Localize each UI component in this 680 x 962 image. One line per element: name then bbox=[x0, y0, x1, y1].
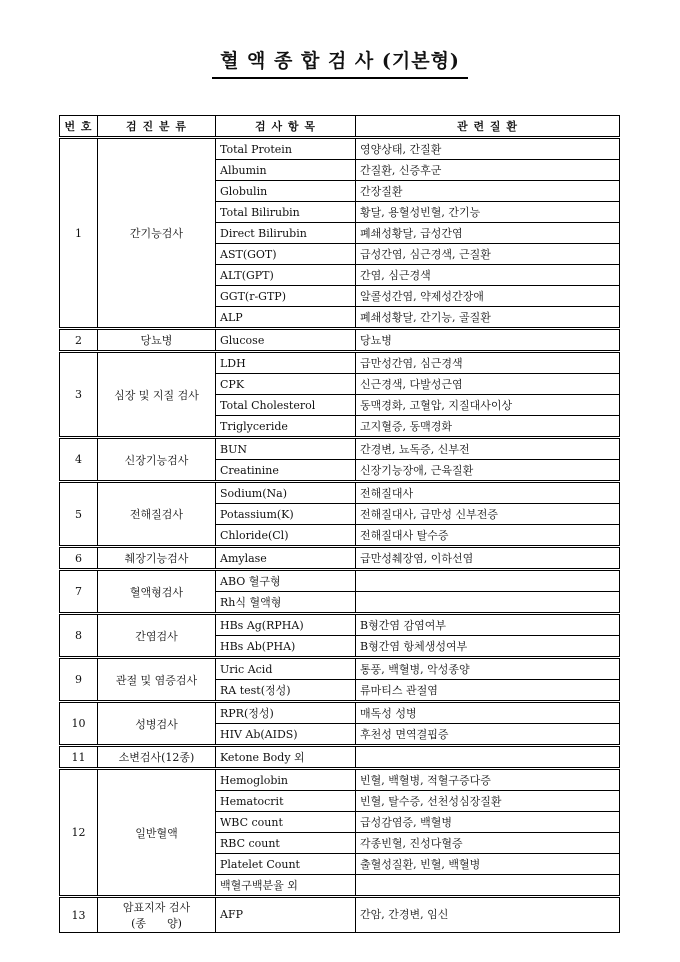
test-item: ALT(GPT) bbox=[216, 265, 356, 286]
group-number: 9 bbox=[60, 658, 98, 702]
header-disease: 관 련 질 환 bbox=[356, 116, 620, 138]
test-item: Rh식 혈액형 bbox=[216, 592, 356, 614]
related-disease: 급성감염증, 백혈병 bbox=[356, 812, 620, 833]
table-row bbox=[60, 702, 620, 724]
group-number: 6 bbox=[60, 547, 98, 570]
related-disease bbox=[356, 570, 620, 592]
table-row bbox=[60, 658, 620, 680]
test-item: Total Protein bbox=[216, 138, 356, 160]
related-disease: B형간염 항체생성여부 bbox=[356, 636, 620, 658]
test-item: Platelet Count bbox=[216, 854, 356, 875]
group-category: 일반혈액 bbox=[98, 769, 216, 897]
group-category: 신장기능검사 bbox=[98, 438, 216, 482]
test-item: Potassium(K) bbox=[216, 504, 356, 525]
table-row bbox=[60, 746, 620, 769]
blood-test-table bbox=[59, 115, 620, 933]
related-disease: 신근경색, 다발성근염 bbox=[356, 374, 620, 395]
test-item: Sodium(Na) bbox=[216, 482, 356, 504]
test-item: Triglyceride bbox=[216, 416, 356, 438]
related-disease: 빈혈, 백혈병, 적혈구증다증 bbox=[356, 769, 620, 791]
table-row bbox=[60, 614, 620, 636]
test-item: Creatinine bbox=[216, 460, 356, 482]
test-item: HBs Ab(PHA) bbox=[216, 636, 356, 658]
table-row bbox=[60, 547, 620, 570]
group-category: 전해질검사 bbox=[98, 482, 216, 547]
related-disease: 통풍, 백혈병, 악성종양 bbox=[356, 658, 620, 680]
test-item: HBs Ag(RPHA) bbox=[216, 614, 356, 636]
test-item: Globulin bbox=[216, 181, 356, 202]
related-disease: 동맥경화, 고혈압, 지질대사이상 bbox=[356, 395, 620, 416]
test-item: AST(GOT) bbox=[216, 244, 356, 265]
related-disease: 신장기능장애, 근육질환 bbox=[356, 460, 620, 482]
related-disease: 출혈성질환, 빈혈, 백혈병 bbox=[356, 854, 620, 875]
related-disease: 급만성췌장염, 이하선염 bbox=[356, 547, 620, 570]
group-category-sub: (종 양) bbox=[131, 917, 182, 930]
group-number: 5 bbox=[60, 482, 98, 547]
table-row bbox=[60, 138, 620, 160]
related-disease: 폐쇄성황달, 간기능, 골질환 bbox=[356, 307, 620, 329]
test-item: LDH bbox=[216, 352, 356, 374]
group-category: 간기능검사 bbox=[98, 138, 216, 329]
test-item: ABO 혈구형 bbox=[216, 570, 356, 592]
test-item: GGT(r-GTP) bbox=[216, 286, 356, 307]
related-disease: 영양상태, 간질환 bbox=[356, 138, 620, 160]
related-disease: B형간염 감염여부 bbox=[356, 614, 620, 636]
related-disease: 후천성 면역결핍증 bbox=[356, 724, 620, 746]
page-title: 혈 액 종 합 검 사 (기본형) bbox=[212, 46, 468, 79]
related-disease bbox=[356, 592, 620, 614]
table-row bbox=[60, 352, 620, 374]
group-category: 소변검사(12종) bbox=[98, 746, 216, 769]
test-item: Albumin bbox=[216, 160, 356, 181]
group-number: 11 bbox=[60, 746, 98, 769]
test-item: RBC count bbox=[216, 833, 356, 854]
related-disease: 간염, 심근경색 bbox=[356, 265, 620, 286]
related-disease: 간장질환 bbox=[356, 181, 620, 202]
group-category: 췌장기능검사 bbox=[98, 547, 216, 570]
group-category: 심장 및 지질 검사 bbox=[98, 352, 216, 438]
test-item: 백혈구백분율 외 bbox=[216, 875, 356, 897]
test-item: Total Cholesterol bbox=[216, 395, 356, 416]
test-item: Chloride(Cl) bbox=[216, 525, 356, 547]
related-disease: 전해질대사, 급만성 신부전증 bbox=[356, 504, 620, 525]
group-number: 8 bbox=[60, 614, 98, 658]
group-category: 당뇨병 bbox=[98, 329, 216, 352]
related-disease: 황달, 용혈성빈혈, 간기능 bbox=[356, 202, 620, 223]
table-row bbox=[60, 482, 620, 504]
group-number: 1 bbox=[60, 138, 98, 329]
related-disease: 류마티스 관절염 bbox=[356, 680, 620, 702]
test-item: Hematocrit bbox=[216, 791, 356, 812]
table-row bbox=[60, 438, 620, 460]
related-disease: 급성간염, 심근경색, 근질환 bbox=[356, 244, 620, 265]
related-disease: 간경변, 뇨독증, 신부전 bbox=[356, 438, 620, 460]
group-category: 성병검사 bbox=[98, 702, 216, 746]
header-item: 검 사 항 목 bbox=[216, 116, 356, 138]
related-disease: 전해질대사 bbox=[356, 482, 620, 504]
related-disease: 매독성 성병 bbox=[356, 702, 620, 724]
title-wrap bbox=[0, 46, 680, 79]
group-category: 간염검사 bbox=[98, 614, 216, 658]
group-number: 7 bbox=[60, 570, 98, 614]
test-item: Direct Bilirubin bbox=[216, 223, 356, 244]
related-disease bbox=[356, 746, 620, 769]
table-row bbox=[60, 570, 620, 592]
table-header-row bbox=[60, 116, 620, 138]
group-number: 4 bbox=[60, 438, 98, 482]
related-disease: 각종빈혈, 진성다혈증 bbox=[356, 833, 620, 854]
related-disease: 간암, 간경변, 임신 bbox=[356, 897, 620, 933]
test-item: AFP bbox=[216, 897, 356, 933]
group-category bbox=[98, 897, 216, 933]
group-category: 관절 및 염증검사 bbox=[98, 658, 216, 702]
group-category-label: 암표지자 검사 bbox=[122, 901, 191, 914]
table-row bbox=[60, 897, 620, 933]
related-disease: 고지혈증, 동맥경화 bbox=[356, 416, 620, 438]
related-disease: 알콜성간염, 약제성간장애 bbox=[356, 286, 620, 307]
related-disease: 전해질대사 탈수증 bbox=[356, 525, 620, 547]
test-item: Hemoglobin bbox=[216, 769, 356, 791]
table-body bbox=[60, 138, 620, 933]
test-item: ALP bbox=[216, 307, 356, 329]
related-disease: 빈혈, 탈수증, 선천성심장질환 bbox=[356, 791, 620, 812]
test-item: BUN bbox=[216, 438, 356, 460]
test-item: RPR(정성) bbox=[216, 702, 356, 724]
table-row bbox=[60, 769, 620, 791]
related-disease: 간질환, 신증후군 bbox=[356, 160, 620, 181]
test-item: Uric Acid bbox=[216, 658, 356, 680]
group-category: 혈액형검사 bbox=[98, 570, 216, 614]
test-item: Total Bilirubin bbox=[216, 202, 356, 223]
header-num: 번 호 bbox=[60, 116, 98, 138]
group-number: 2 bbox=[60, 329, 98, 352]
group-number: 3 bbox=[60, 352, 98, 438]
test-item: RA test(정성) bbox=[216, 680, 356, 702]
test-item: Ketone Body 외 bbox=[216, 746, 356, 769]
test-item: CPK bbox=[216, 374, 356, 395]
table-row bbox=[60, 329, 620, 352]
related-disease: 당뇨병 bbox=[356, 329, 620, 352]
test-item: HIV Ab(AIDS) bbox=[216, 724, 356, 746]
group-number: 13 bbox=[60, 897, 98, 933]
related-disease: 급만성간염, 심근경색 bbox=[356, 352, 620, 374]
test-item: Glucose bbox=[216, 329, 356, 352]
header-category: 검 진 분 류 bbox=[98, 116, 216, 138]
group-number: 12 bbox=[60, 769, 98, 897]
related-disease: 폐쇄성황달, 급성간염 bbox=[356, 223, 620, 244]
test-item: WBC count bbox=[216, 812, 356, 833]
group-number: 10 bbox=[60, 702, 98, 746]
related-disease bbox=[356, 875, 620, 897]
test-item: Amylase bbox=[216, 547, 356, 570]
